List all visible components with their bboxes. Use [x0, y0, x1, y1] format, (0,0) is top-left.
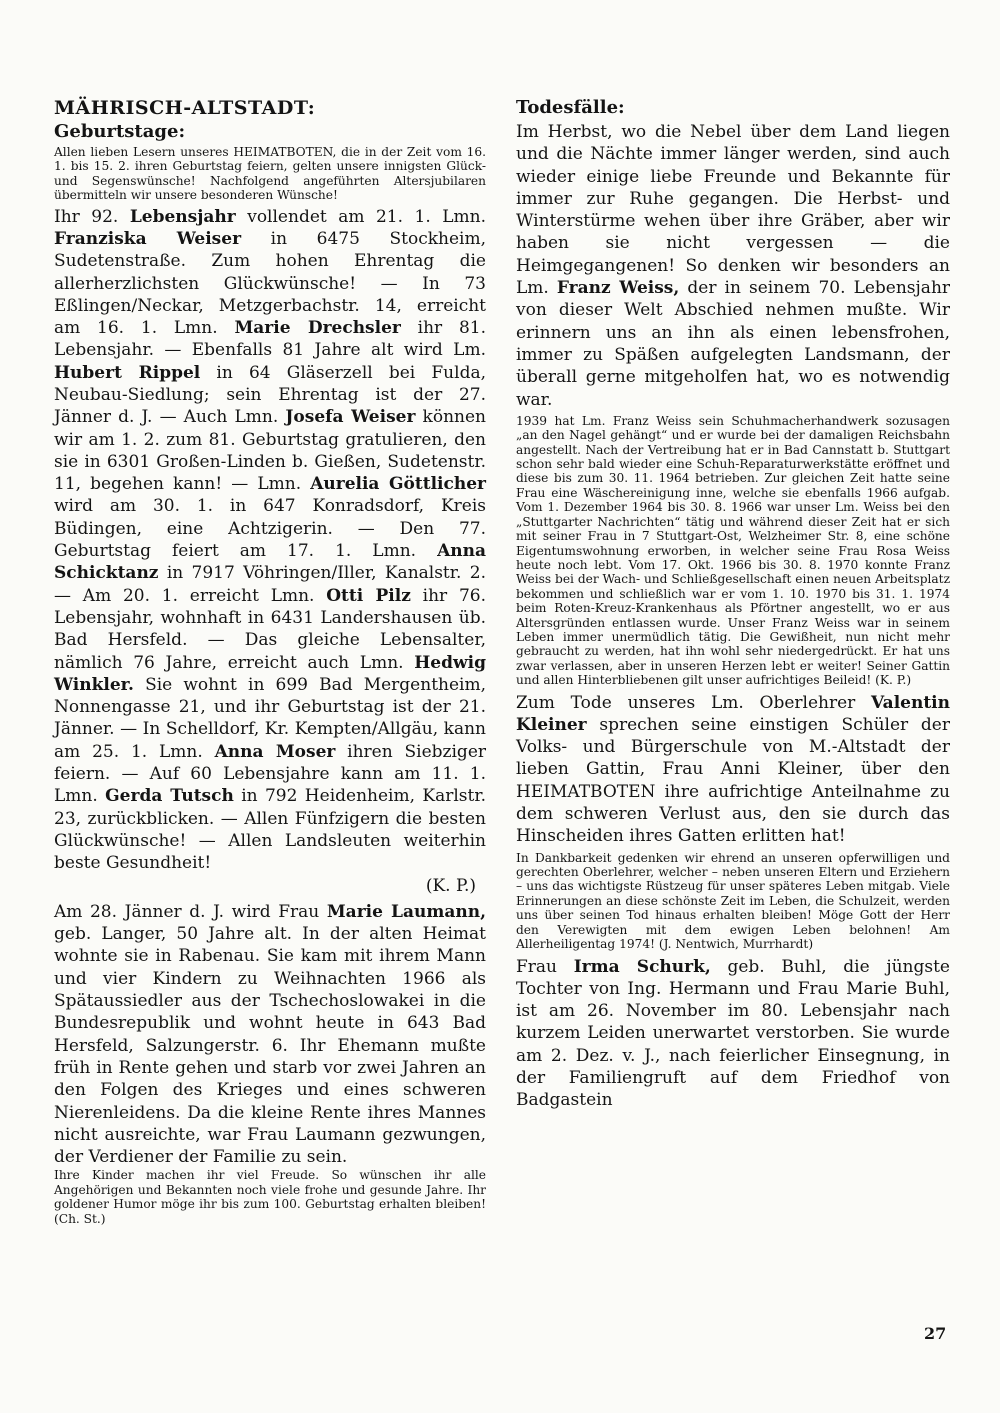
- text-run: in 6475 Stockheim, Sudetenstraße. Zum hohen Ehrentag die allerherzlichsten Glückwünsche! — In 73 Eßlingen/Neckar, Metzgerbachstr. 14, erreicht am 16. 1. Lmn.: [54, 228, 486, 339]
- text-run: in 64 Gläserzell bei Fulda, Neubau-Siedlung; sein Ehrentag ist der 27. Jänner d. J. — Auch Lmn.: [54, 362, 486, 428]
- text-run: geb. Buhl, die jüngste Tochter von Ing. Hermann und Frau Marie Buhl, ist am 26. November im 80. Lebensjahr nach kurzem Leiden unerwartet verstorben. Sie wurde am 2. Dez. v. J., nach feierlicher Einsegnung, in der Familiengruft auf dem Friedhof von Badgastein: [516, 956, 950, 1111]
- text-run: wird am 30. 1. in 647 Konradsdorf, Kreis Büdingen, eine Achtzigerin. — Den 77. Geburtstag feiert am 17. 1. Lmn.: [54, 496, 486, 562]
- text-run: der in seinem 70. Lebensjahr von dieser Welt Abschied nehmen mußte. Wir erinnern uns an ihn als einen lebensfrohen, immer zu Späßen aufgelegten Landsmann, der überall gerne mitgeholfen hat, wo es notwendig war.: [516, 278, 951, 410]
- weiss-note: 1939 hat Lm. Franz Weiss sein Schuhmacherhandwerk sozusagen „an den Nagel gehängt“ und er wurde bei der damaligen Reichsbahn angestellt. Nach der Vertreibung hat er in Bad Cannstatt b. Stuttgart schon sehr bald wieder eine Schuh-Reparaturwerkstätte eröffnet und diese bis zum 30. 11. 1964 betrieben. Zur gleichen Zeit hatte seine Frau eine Wäschereinigung inne, welche sie ebenfalls 1966 aufgab. Vom 1. Dezember 1964 bis 30. 8. 1966 war unser Lm. Weiss bei den „Stuttgarter Nachrichten“ tätig und während dieser Zeit hat er sich mit seiner Frau in 7 Stuttgart-Ost, Welzheimer Str. 8, eine schöne Eigentumswohnung erworben, in welcher seine Frau Rosa Weiss heute noch lebt. Vom 17. Okt. 1966 bis 30. 8. 1970 konnte Franz Weiss bei der Wach- und Schließgesellschaft einen neuen Arbeitsplatz bekommen und schließlich war er vom 1. 10. 1970 bis 31. 1. 1974 beim Roten-Kreuz-Krankenhaus als Pförtner angestellt, wo er aus Altersgründen entlassen wurde. Unser Franz Weiss war in seinem Leben immer unermüdlich tätig. Die Gewißheit, nun nicht mehr gebraucht zu werden, hat ihn wohl sehr niedergedrückt. Er hat uns zwar verlassen, aber in unseren Herzen lebt er weiter! Seiner Gattin und allen Hinterbliebenen gilt unser aufrichtiges Beileid! (K. P.): [516, 413, 950, 688]
- bold-name: Josefa Weiser: [285, 407, 416, 428]
- bold-name: Marie Laumann,: [326, 901, 487, 922]
- text-run: geb. Langer, 50 Jahre alt. In der alten Heimat wohnte sie in Rabenau. Sie kam mit ihrem Mann und vier Kindern zu Weihnachten 1966 als Spätaussiedler aus der Tschechoslowakei in die Bundesrepublik und wohnt heute in 643 Bad Hersfeld, Salzungerstr. 6. Ihr Ehemann mußte früh in Rente gehen und starb vor zwei Jahren an den Folgen des Krieges und eines schweren Nierenleidens. Da die kleine Rente ihres Mannes nicht ausreichte, war Frau Laumann gezwungen, der Verdiener der Familie zu sein.: [54, 924, 486, 1168]
- text-run: Sie wohnt in 699 Bad Mergentheim, Nonnengasse 21, und ihr Geburtstag ist der 21. Jänner. — In Schelldorf, Kr. Kempten/Allgäu, kann am 25. 1. Lmn.: [54, 674, 486, 762]
- page-number: 27: [924, 1324, 947, 1343]
- bold-name: Anna Moser: [214, 741, 336, 762]
- laumann-note: Ihre Kinder machen ihr viel Freude. So wünschen ihr alle Angehörigen und Bekannten noch viele frohe und gesunde Jahre. Ihr goldener Humor möge ihr bis zum 100. Geburtstag erhalten bleiben! (Ch. St.): [54, 1168, 486, 1226]
- kleiner-note: In Dankbarkeit gedenken wir ehrend an unseren opferwilligen und gerechten Oberlehrer, welcher – neben unseren Eltern und Erziehern – uns das wichtigste Rüstzeug für unser späteres Leben mitgab. Viele Erinnerungen an diese schönste Zeit im Leben, die Schulzeit, werden uns über seinen Tod hinaus erhalten bleiben! Möge Gott der Herr den Verewigten mit dem ewigen Leben belohnen! Am Allerheiligentag 1974! (J. Nentwich, Murrhardt): [516, 850, 950, 952]
- birthdays-paragraph: [54, 206, 486, 875]
- text-run: sprechen seine einstigen Schüler der Volks- und Bürgerschule von M.-Altstadt der lieben Gattin, Frau Anni Kleiner, über den HEIMATBOTEN ihre aufrichtige Anteilnahme zu dem schweren Verlust aus, den sie durch das Hinscheiden ihres Gatten erlitten hat!: [516, 714, 950, 847]
- deaths-subheading: Todesfälle:: [516, 97, 625, 118]
- text-run: Am 28. Jänner d. J. wird Frau: [54, 901, 327, 922]
- text-run: in 792 Heidenheim, Karlstr. 23, zurückblicken. — Allen Fünfzigern die besten Glückwünsche! — Allen Landsleuten weiterhin beste Gesundheit!: [54, 786, 486, 874]
- text-run: in 7917 Vöhringen/Iller, Kanalstr. 2. — Am 20. 1. erreicht Lmn.: [54, 563, 486, 606]
- birthdays-intro: Allen lieben Lesern unseres HEIMATBOTEN, die in der Zeit vom 16. 1. bis 15. 2. ihren Geburtstag feiern, gelten unsere innigsten Glück- und Segenswünsche! Nachfolgend angeführten Altersjubilaren übermitteln wir unsere besonderen Wünsche!: [54, 145, 486, 203]
- left-column: [54, 96, 486, 1226]
- text-run: ihren Siebziger feiern. — Auf 60 Lebensjahre kann am 11. 1. Lmn.: [54, 741, 487, 807]
- text-run: Ihr 92.: [54, 206, 130, 227]
- text-run: ihr 76. Lebensjahr, wohnhaft in 6431 Landershausen üb. Bad Hersfeld. — Das gleiche Lebensalter, nämlich 76 Jahre, erreicht auch Lmn.: [54, 585, 487, 673]
- kleiner-paragraph: [516, 692, 950, 848]
- text-run: ihr 81. Lebensjahr. — Ebenfalls 81 Jahre alt wird Lm.: [54, 318, 486, 361]
- bold-name: Otti Pilz: [326, 585, 411, 606]
- bold-name: Irma Schurk,: [573, 956, 711, 977]
- text-run: Zum Tode unseres Lm. Oberlehrer: [516, 692, 872, 713]
- right-column: [516, 96, 950, 1112]
- laumann-paragraph: [54, 901, 486, 1169]
- text-run: können wir am 1. 2. zum 81. Geburtstag gratulieren, den sie in 6301 Großen-Linden b. Gießen, Sudetenstr. 11, begehen kann! — Lmn.: [54, 407, 486, 495]
- bold-name: Aurelia Göttlicher: [310, 474, 486, 495]
- bold-name: Franz Weiss,: [556, 278, 680, 299]
- text-run: Frau: [516, 956, 574, 977]
- weiss-paragraph: [516, 121, 950, 411]
- text-run: vollendet am 21. 1. Lmn.: [235, 206, 486, 227]
- bold-name: Anna Schicktanz: [54, 541, 486, 584]
- schurk-paragraph: [516, 956, 950, 1112]
- bold-name: Lebensjahr: [129, 206, 236, 227]
- section-heading: MÄHRISCH-ALTSTADT:: [54, 97, 316, 119]
- bold-name: Hubert Rippel: [54, 362, 201, 383]
- birthdays-signature: (K. P.): [425, 875, 476, 896]
- bold-name: Franziska Weiser: [54, 228, 242, 249]
- bold-name: Gerda Tutsch: [105, 786, 234, 807]
- birthdays-subheading: Geburtstage:: [54, 121, 186, 142]
- text-run: Im Herbst, wo die Nebel über dem Land liegen und die Nächte immer länger werden, sind auch wieder einige liebe Freunde und Bekannte für immer zur Ruhe gegangen. Die Herbst- und Winterstürme wehen über ihre Gräber, aber wir haben sie nicht vergessen — die Heimgegangenen! So denken wir besonders an Lm.: [516, 122, 950, 299]
- bold-name: Valentin Kleiner: [516, 692, 950, 735]
- bold-name: Hedwig Winkler.: [54, 652, 486, 695]
- bold-name: Marie Drechsler: [234, 318, 401, 339]
